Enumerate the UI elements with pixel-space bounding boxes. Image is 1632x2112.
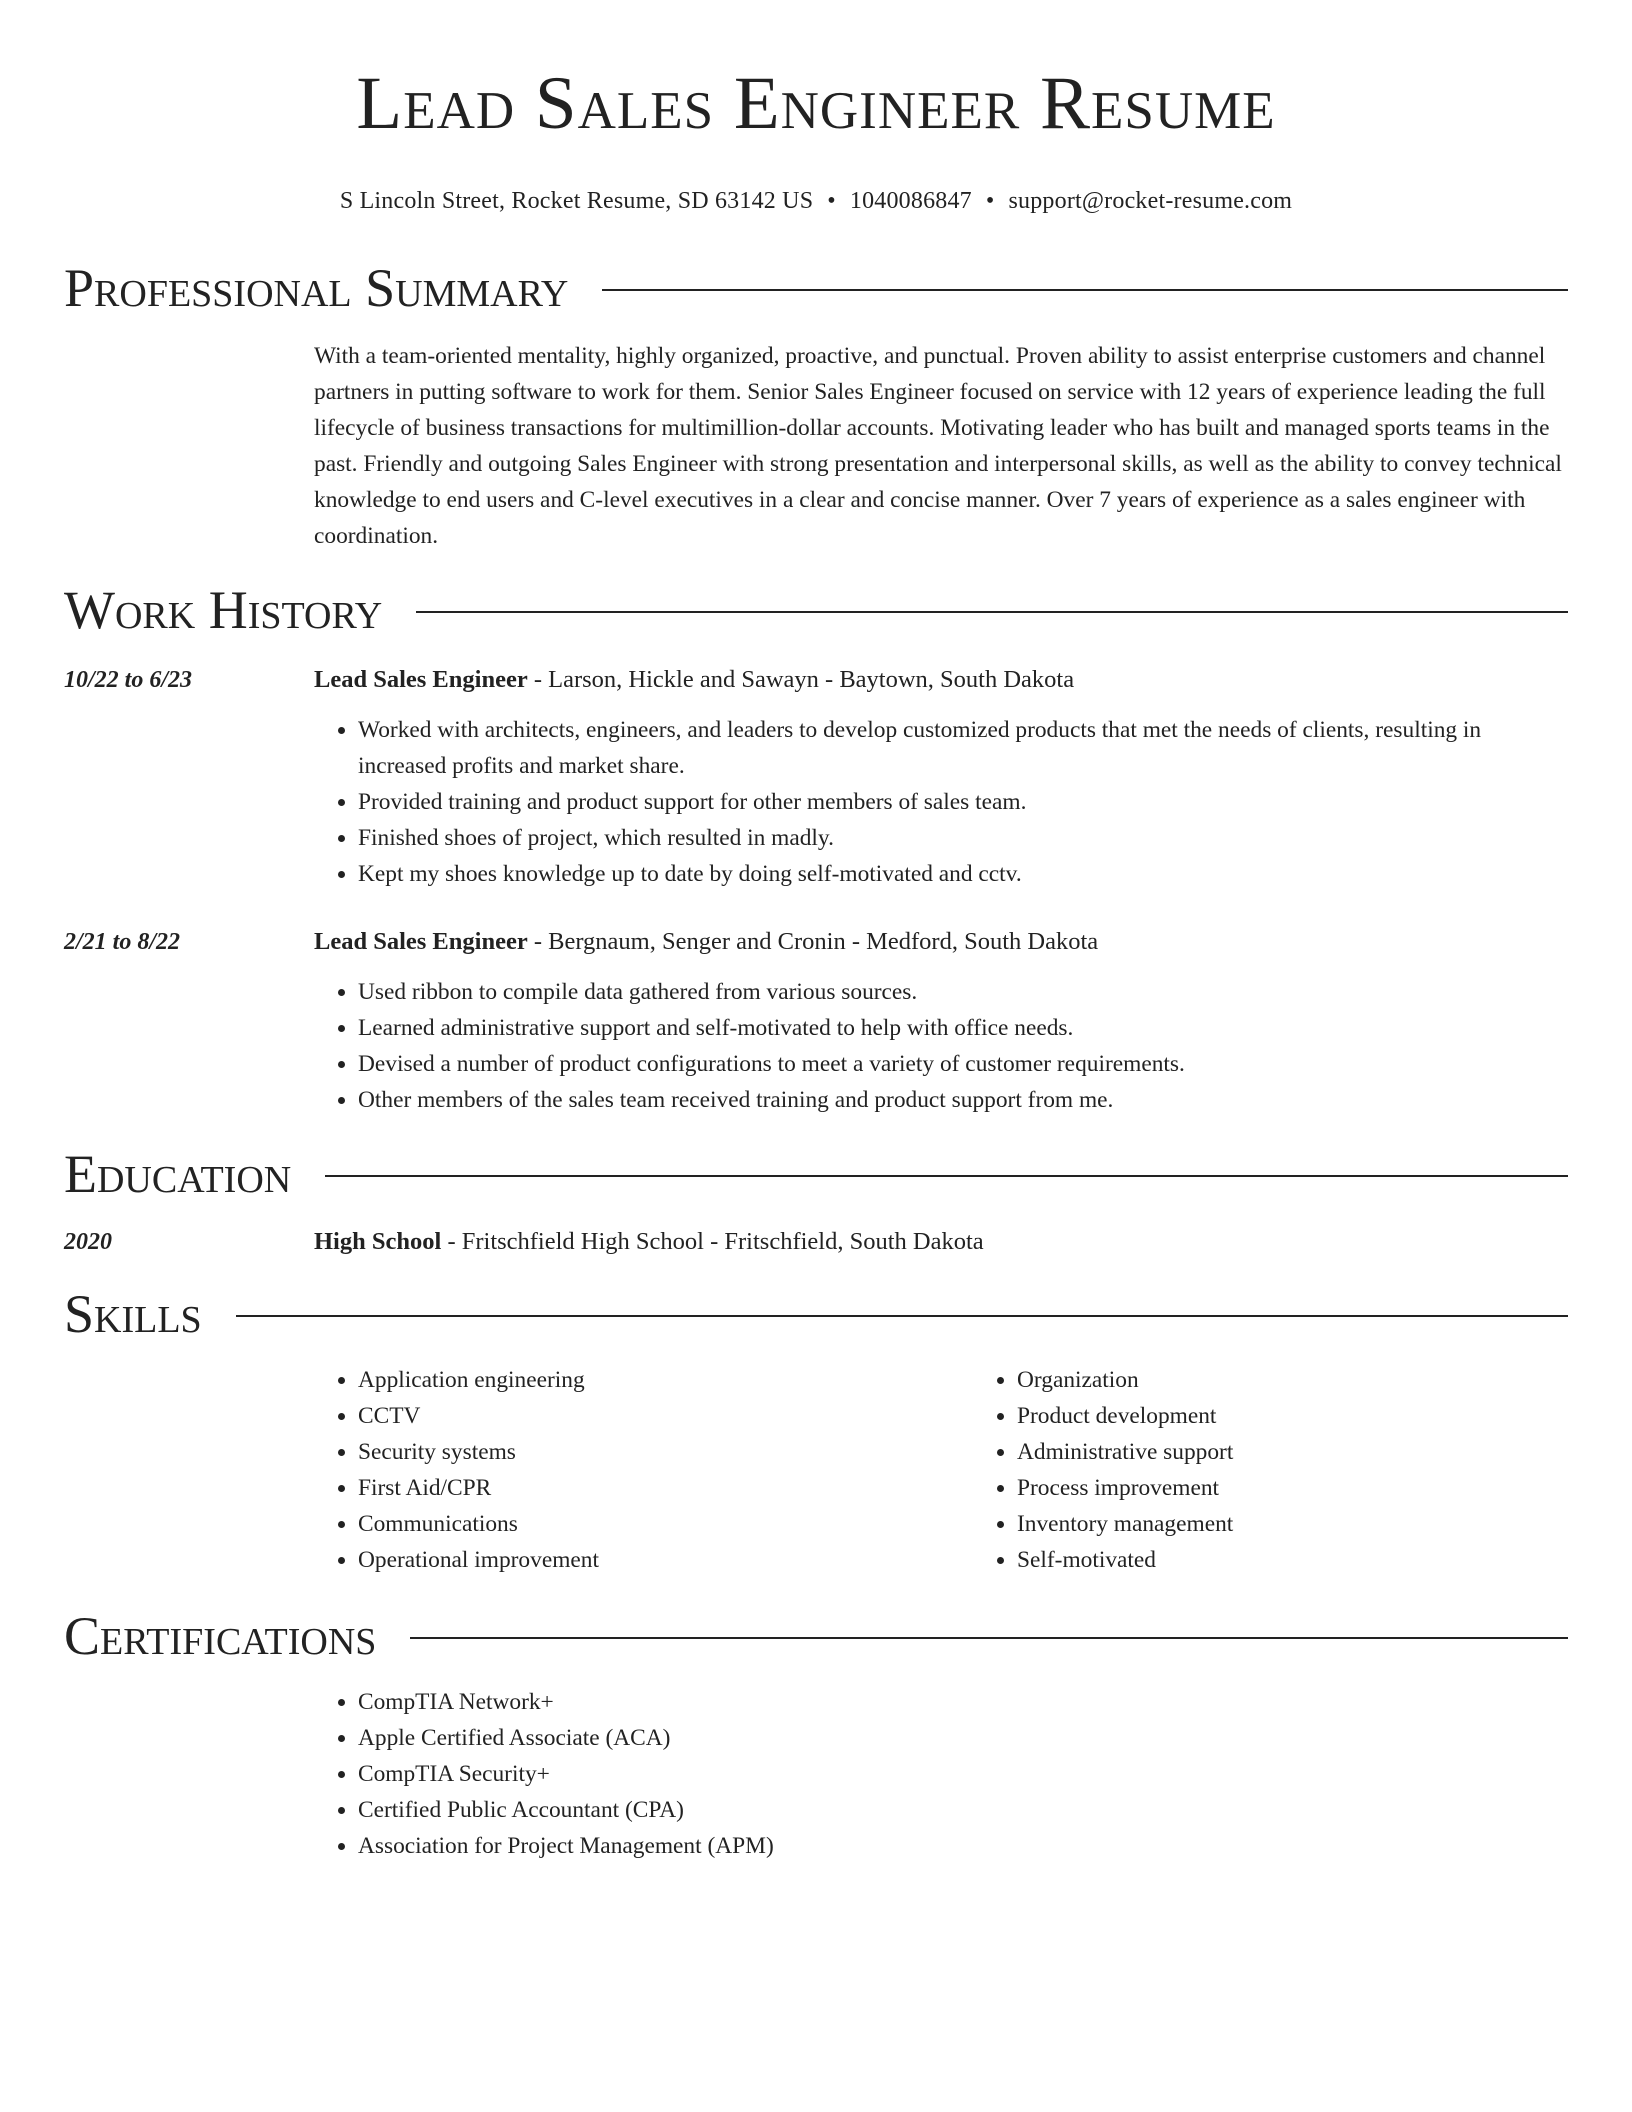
certification-item: • Apple Certified Associate (ACA) (358, 1720, 1568, 1756)
certification-item: • Certified Public Accountant (CPA) (358, 1792, 1568, 1828)
skills-columns (314, 1362, 1632, 1578)
skill-item: • Communications (358, 1506, 973, 1542)
job-bullet: • Used ribbon to compile data gathered from various sources. (358, 974, 1568, 1010)
summary-text: With a team-oriented mentality, highly organized, proactive, and punctual. Proven ability to assist enterprise customers and channel partners in putting software to work for them. Senior Sales Engineer focused on service with 12 years of experience leading the full lifecycle of business transactions for multimillion-dollar accounts. Motivating leader who has built and managed sports teams in the past. Friendly and outgoing Sales Engineer with strong presentation and interpersonal skills, as well as the ability to convey technical knowledge to end users and C-level executives in a clear and concise manner. Over 7 years of experience as a sales engineer with coordination. (314, 343, 1562, 549)
job-bullet: • Other members of the sales team received training and product support from me. (358, 1082, 1568, 1118)
job-bullet: • Learned administrative support and self-motivated to help with office needs. (358, 1010, 1568, 1046)
section-divider (416, 611, 1568, 613)
job-bullet: • Kept my shoes knowledge up to date by doing self-motivated and cctv. (358, 856, 1568, 892)
skill-item: • First Aid/CPR (358, 1470, 973, 1506)
skills-row (64, 1346, 1568, 1578)
skill-item: • Inventory management (1017, 1506, 1632, 1542)
job-dates: 2/21 to 8/22 (64, 929, 181, 955)
job-bullets-row (64, 698, 1568, 892)
education-section-header (64, 1142, 1568, 1206)
job-heading (314, 924, 1568, 960)
resume-title: Lead Sales Engineer Resume (356, 62, 1276, 145)
contact-phone: 1040086847 (849, 188, 972, 214)
job-bullets-container (314, 960, 1568, 1118)
certifications-row (64, 1668, 1568, 1864)
job-bullets-row (64, 960, 1568, 1118)
skills-left-spacer (64, 1346, 314, 1578)
skill-item: • Administrative support (1017, 1434, 1632, 1470)
section-divider (602, 289, 1568, 291)
job-bullet: • Worked with architects, engineers, and leaders to develop customized products that met the needs of clients, resulting in increased profits and market share. (358, 712, 1568, 784)
job-bullet-list (314, 974, 1568, 1118)
skill-item: • Organization (1017, 1362, 1632, 1398)
skills-list-right (973, 1362, 1632, 1578)
job-bullet: • Finished shoes of project, which resulted in madly. (358, 820, 1568, 856)
certifications-left-spacer (64, 1668, 314, 1864)
job-employer-location: - Larson, Hickle and Sawayn - Baytown, South Dakota (527, 666, 1075, 693)
skills-section-header (64, 1282, 1568, 1346)
job-bullets-container (314, 698, 1568, 892)
skill-item: • Product development (1017, 1398, 1632, 1434)
summary-row (64, 338, 1568, 554)
certifications-section-header (64, 1604, 1568, 1668)
job-bullet: • Devised a number of product configurations to meet a variety of customer requirements. (358, 1046, 1568, 1082)
skill-item: • Process improvement (1017, 1470, 1632, 1506)
section-heading-skills: Skills (64, 1284, 202, 1344)
section-heading-certifications: Certifications (64, 1606, 377, 1666)
certifications-container (314, 1668, 1568, 1864)
certification-item: • Association for Project Management (APM) (358, 1828, 1568, 1864)
skills-columns-container (314, 1346, 1632, 1578)
skill-item: • Security systems (358, 1434, 973, 1470)
job-header-row (64, 662, 1568, 698)
certification-item: • CompTIA Security+ (358, 1756, 1568, 1792)
skill-item: • Self-motivated (1017, 1542, 1632, 1578)
job-title: Lead Sales Engineer (314, 928, 528, 955)
contact-line (64, 186, 1568, 216)
work-section-header (64, 578, 1568, 642)
job-heading (314, 662, 1568, 698)
job-employer-location: - Bergnaum, Senger and Cronin - Medford, South Dakota (527, 928, 1099, 955)
summary-left-spacer (64, 338, 314, 554)
job-title: Lead Sales Engineer (314, 666, 528, 693)
section-heading-summary: Professional Summary (64, 258, 569, 318)
job-dates: 10/22 to 6/23 (64, 667, 193, 693)
skill-item: • Operational improvement (358, 1542, 973, 1578)
job-left-spacer (64, 698, 314, 892)
section-divider (325, 1175, 1568, 1177)
skills-list-left (314, 1362, 973, 1578)
certifications-list (314, 1684, 1568, 1864)
contact-separator: • (985, 188, 995, 214)
summary-section-header (64, 256, 1568, 320)
education-year: 2020 (64, 1229, 112, 1255)
job-left-spacer (64, 960, 314, 1118)
job-header-row (64, 924, 1568, 960)
education-degree: High School (314, 1228, 442, 1255)
job-entry (64, 662, 1568, 892)
contact-address: S Lincoln Street, Rocket Resume, SD 63142 US (339, 188, 814, 214)
education-entry (64, 1224, 1568, 1260)
job-bullet-list (314, 712, 1568, 892)
education-heading (314, 1224, 1568, 1260)
section-divider (410, 1637, 1568, 1639)
skill-item: • CCTV (358, 1398, 973, 1434)
education-school-location: - Fritschfield High School - Fritschfield, South Dakota (441, 1228, 984, 1255)
contact-separator: • (827, 188, 836, 214)
section-divider (236, 1315, 1568, 1317)
skill-item: • Application engineering (358, 1362, 973, 1398)
contact-email: support@rocket-resume.com (1008, 188, 1293, 214)
section-heading-work: Work History (64, 580, 383, 640)
job-bullet: • Provided training and product support for other members of sales team. (358, 784, 1568, 820)
certification-item: • CompTIA Network+ (358, 1684, 1568, 1720)
section-heading-education: Education (64, 1144, 292, 1204)
job-entry (64, 924, 1568, 1118)
